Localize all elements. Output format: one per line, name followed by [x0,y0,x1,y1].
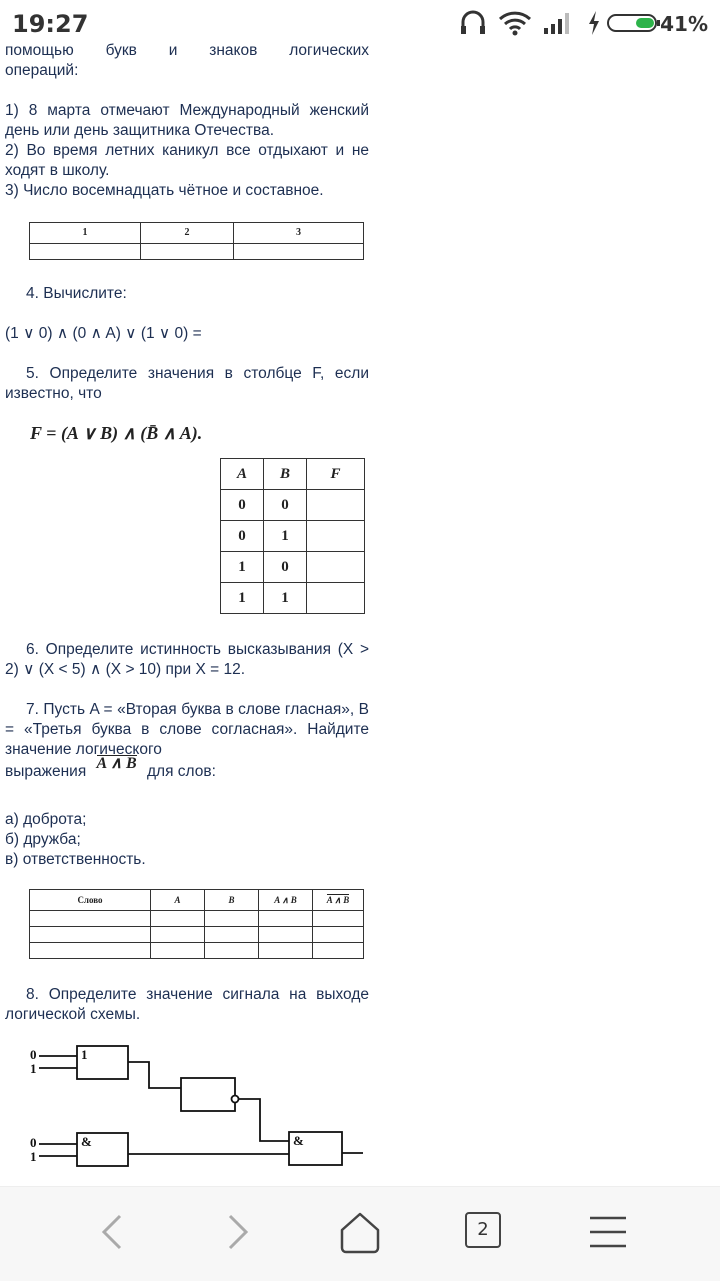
truth-cell: 0 [264,552,307,583]
status-time: 19:27 [12,10,89,38]
battery-icon [606,10,662,36]
word-c: в) ответственность. [5,851,146,868]
table-cell [313,927,364,943]
tabs-button[interactable] [465,1212,501,1248]
truth-cell-f [307,552,365,583]
table-cell [151,927,205,943]
word-table-header: A [151,890,205,911]
table-cell [259,911,313,927]
table-cell [151,911,205,927]
table-cell [259,927,313,943]
signal-icon [542,10,574,36]
table-cell [313,943,364,959]
table-cell [151,943,205,959]
table-cell [205,927,259,943]
words-table [29,889,364,959]
truth-cell: 1 [264,521,307,552]
question-4-expression: (1 ∨ 0) ∧ (0 ∧ A) ∨ (1 ∨ 0) = [5,325,202,342]
table-cell [313,911,364,927]
table-cell [234,244,364,260]
truth-cell-f [307,521,365,552]
statements-table [29,222,364,260]
menu-icon[interactable] [588,1214,628,1250]
question-6: 6. Определите истинность высказывания (X > 2) ∨ (X < 5) ∧ (X > 10) при X = 12. [5,641,369,678]
truth-cell: 1 [221,583,264,614]
truth-cell: 0 [221,490,264,521]
table-cell [30,927,151,943]
charging-icon [586,10,602,36]
gate-label-and: & [293,1133,304,1148]
table-cell [30,244,141,260]
word-table-header: Слово [30,890,151,911]
truth-cell: 0 [264,490,307,521]
truth-cell-f [307,583,365,614]
headset-icon [458,10,488,36]
truth-header: B [264,459,307,490]
battery-percent: 41% [660,12,708,36]
truth-cell: 0 [221,521,264,552]
question-7-tail [5,755,369,782]
table-header: 1 [30,223,141,244]
table-header: 2 [141,223,234,244]
statement-2: 2) Во время летних каникул все отдыхают и не ходят в школу. [5,142,369,179]
word-b: б) дружба; [5,831,81,848]
word-a: а) доброта; [5,811,87,828]
truth-cell: 1 [221,552,264,583]
truth-cell: 1 [264,583,307,614]
word-table-header-negated: A ∧ B [313,890,364,911]
question-8: 8. Определите значение сигнала на выходе логической схемы. [5,986,369,1023]
gate-input: 0 [30,1047,37,1062]
table-cell [205,911,259,927]
gate-input: 1 [30,1149,37,1164]
question-7: 7. Пусть A = «Вторая буква в слове гласная», B = «Третья буква в слове согласная». Найдите значение логического [5,701,369,758]
wifi-icon [498,10,532,36]
question-4: 4. Вычислите: [26,285,127,302]
tab-count: 2 [477,1219,489,1240]
statement-3: 3) Число восемнадцать чётное и составное. [5,182,324,199]
truth-header: F [307,459,365,490]
table-cell [30,943,151,959]
truth-table [220,458,365,614]
home-icon[interactable] [338,1210,382,1254]
truth-cell-f [307,490,365,521]
back-arrow-icon[interactable] [96,1212,128,1252]
question-7-tail-b: для слов: [147,763,216,780]
intro-line2: операций: [5,62,79,79]
gate-input: 0 [30,1135,37,1150]
table-cell [141,244,234,260]
gate-input: 1 [30,1061,37,1076]
table-cell [30,911,151,927]
question-5-formula: F = (A ∨ B) ∧ (B̄ ∧ A). [30,423,203,443]
table-header: 3 [234,223,364,244]
truth-header: A [221,459,264,490]
word-table-header: B [205,890,259,911]
question-5: 5. Определите значения в столбце F, если известно, что [5,365,369,402]
table-cell [259,943,313,959]
forward-arrow-icon[interactable] [222,1212,254,1252]
gate-label-and: & [81,1134,92,1149]
statement-1: 1) 8 марта отмечают Международный женский день или день защитника Отечества. [5,102,369,139]
word-table-header: A ∧ B [259,890,313,911]
gate-label-or: 1 [81,1047,88,1062]
table-cell [205,943,259,959]
question-7-expression: A ∧ B [96,755,137,772]
intro-line1: помощью букв и знаков логических [5,42,369,59]
logic-circuit-diagram [25,1040,375,1170]
question-7-tail-a: выражения [5,763,87,780]
